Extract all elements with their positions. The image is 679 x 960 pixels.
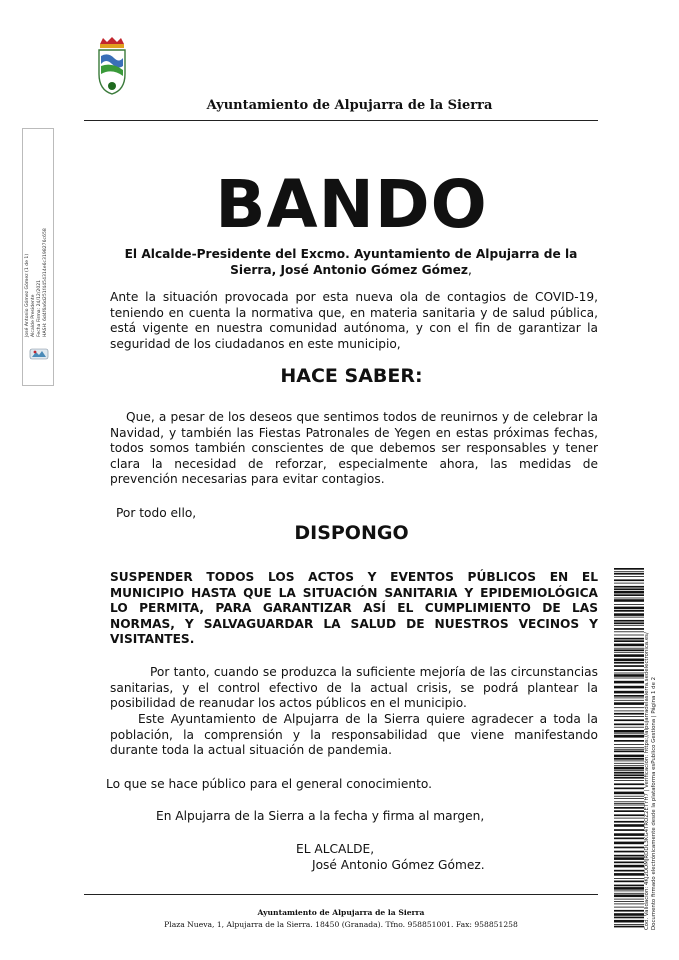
barcode-bar [614, 579, 644, 581]
barcode-bar [614, 702, 644, 705]
barcode-bar [614, 891, 644, 892]
barcode-bar [614, 772, 644, 774]
barcode-bar [614, 904, 644, 905]
barcode-bar [614, 733, 644, 734]
barcode-bar [614, 758, 644, 760]
signature-line: Fecha Firma: 24/12/2021 [37, 279, 42, 337]
barcode-bar [614, 751, 644, 753]
barcode-bar [614, 870, 644, 872]
barcode-bar [614, 613, 644, 616]
barcode-bar [614, 878, 644, 879]
barcode-bar [614, 803, 644, 804]
barcode-bar [614, 628, 644, 630]
footer-organization: Ayuntamiento de Alpujarra de la Sierra [257, 908, 425, 917]
barcode-bar [614, 617, 644, 618]
barcode-bar [614, 681, 644, 684]
barcode-bar [614, 885, 644, 887]
dispongo-heading: DISPONGO [294, 522, 409, 544]
barcode-bar [614, 917, 644, 919]
barcode-bar [614, 700, 644, 701]
barcode-bar [614, 740, 644, 742]
barcode-bar [614, 665, 644, 667]
barcode-bar [614, 873, 644, 876]
barcode-bar [614, 568, 644, 570]
hace-saber-heading: HACE SABER: [280, 365, 423, 387]
barcode-bar [614, 796, 644, 797]
signer-name: José Antonio Gómez Gómez. [312, 858, 485, 872]
barcode-bar [614, 895, 644, 898]
barcode-bar [614, 576, 644, 577]
barcode-bar [614, 792, 644, 795]
barcode-bar [614, 669, 644, 671]
que-paragraph: Que, a pesar de los deseos que sentimos todos de reunirnos y de celebrar la Navidad, y también las Fiestas Patronales de Yegen en estas próximas fechas, todos somos también conscientes de que debemos ser responsables y tener clara la necesidad de reforzar, especialmente ahora, las medidas de prevención necesarias para evitar contagios. [110, 410, 598, 486]
barcode-bar [614, 814, 644, 816]
barcode-bar [614, 730, 644, 733]
barcode-bar [614, 674, 644, 677]
barcode-bar [614, 842, 644, 845]
publication-statement: Lo que se hace público para el general conocimiento. [106, 777, 433, 791]
barcode-bar [614, 833, 644, 836]
barcode-bar [614, 659, 644, 662]
barcode-bar [614, 801, 644, 802]
barcode-bar [614, 810, 644, 812]
validation-text [644, 568, 674, 930]
por-tanto-paragraph: Por tanto, cuando se produzca la suficiente mejoría de las circunstancias sanitarias, y el control efectivo de la actual crisis, se podrá plantear la posibilidad de reanudar los actos públicos en el municipio. [110, 665, 598, 710]
barcode-bar [614, 724, 644, 726]
barcode-bar [614, 783, 644, 785]
intro-paragraph: Ante la situación provocada por esta nueva ola de contagios de COVID-19, teniendo en cuenta la normativa que, en materia sanitaria y de salud pública, está vigente en nuestra comunidad autónoma, y con el fin de garantizar la seguridad de los ciudadanos en este municipio, [110, 290, 598, 351]
subtitle-comma: , [468, 263, 472, 277]
por-todo-text: Por todo ello, [116, 506, 197, 520]
barcode-bar [614, 851, 644, 853]
barcode-bar [614, 774, 644, 776]
barcode-bar [614, 573, 644, 575]
barcode-bar [614, 798, 644, 799]
barcode-bar [614, 716, 644, 717]
barcode-bar [614, 910, 644, 912]
barcode-bar [614, 780, 644, 781]
barcode-bar [614, 727, 644, 728]
barcode-bar [614, 755, 644, 758]
barcode-bar [614, 571, 644, 572]
agradecimiento-paragraph: Este Ayuntamiento de Alpujarra de la Sierra quiere agradecer a toda la población, la comprensión y la responsabilidad que viene manifestando durante toda la actual situación de pandemia. [110, 712, 598, 757]
barcode-bar [614, 583, 644, 584]
validation-code-line: Cód. Validación: 4KJ2DDMJRDDL3KG4TROZ2ETYH7 | Verificación: https://alpujarradelasierra.sedelectronica.es/ [644, 632, 650, 930]
barcode-bar [614, 744, 644, 745]
barcode-bar [614, 821, 644, 823]
barcode-bar [614, 631, 644, 632]
barcode-bar [614, 829, 644, 831]
barcode-bar [614, 920, 644, 923]
decree-paragraph: SUSPENDER TODOS LOS ACTOS Y EVENTOS PÚBLICOS EN EL MUNICIPIO HASTA QUE LA SITUACIÓN SANITARIA Y EPIDEMIOLÓGICA LO PERMITA, PARA GARANTIZAR ASÍ EL CUMPLIMIENTO DE LAS NORMAS, Y SALVAGUARDAR LA SALUD DE NUESTROS VECINOS Y VISITANTES. [110, 570, 598, 646]
footer-address: Plaza Nueva, 1, Alpujarra de la Sierra. 18450 (Granada). Tfno. 958851001. Fax: 958851258 [164, 920, 518, 929]
barcode-bar [614, 644, 644, 647]
barcode-bar [614, 622, 644, 624]
barcode-bar [614, 711, 644, 712]
barcode-bar [614, 695, 644, 697]
document-title: BANDO [215, 166, 488, 243]
document-subtitle [104, 246, 598, 278]
barcode-bar [614, 625, 644, 626]
footer-divider [84, 894, 598, 895]
barcode-bar [614, 662, 644, 664]
barcode-bar [614, 649, 644, 651]
barcode-bar [614, 620, 644, 622]
barcode-bar [614, 887, 644, 890]
barcode-bar [614, 767, 644, 770]
barcode-bar [614, 761, 644, 762]
barcode-bar [614, 907, 644, 908]
barcode-bar [614, 673, 644, 674]
header-title: Ayuntamiento de Alpujarra de la Sierra [206, 98, 493, 113]
signature-line: José Antonio Gómez Gómez (1 de 1) [25, 253, 30, 337]
subtitle-text: El Alcalde-Presidente del Excmo. Ayuntamiento de Alpujarra de la Sierra, José Antonio Gómez Gómez [124, 247, 578, 277]
barcode-bar [614, 847, 644, 849]
barcode-bar [614, 652, 644, 653]
barcode-bar [614, 586, 644, 588]
barcode-bar [614, 838, 644, 840]
barcode-bar [614, 788, 644, 790]
barcode-bar [614, 770, 644, 771]
barcode-bar [614, 881, 644, 883]
signature-logo-icon [29, 347, 49, 361]
barcode-bar [614, 818, 644, 819]
barcode-bar [614, 698, 644, 699]
barcode-bar [614, 865, 644, 868]
barcode-bar [614, 610, 644, 612]
barcode-bar [614, 765, 644, 766]
barcode-bar [614, 777, 644, 779]
barcode-bar [614, 635, 644, 636]
barcode-bar [614, 713, 644, 715]
barcode-bar [614, 654, 644, 657]
municipal-crest-icon [94, 36, 130, 96]
barcode-bar [614, 719, 644, 721]
barcode-bar [614, 594, 644, 596]
barcode-bar [614, 924, 644, 925]
barcode-bar [614, 893, 644, 894]
signature-line: Alcalde Presidente [31, 294, 36, 337]
barcode-bar [614, 607, 644, 610]
barcode-bar [614, 913, 644, 916]
barcode-bar [614, 686, 644, 689]
barcode-bar [614, 899, 644, 900]
barcode-bar [614, 807, 644, 809]
barcode-bar [614, 678, 644, 679]
barcode-bar [614, 857, 644, 860]
date-place-statement: En Alpujarra de la Sierra a la fecha y firma al margen, [156, 809, 485, 823]
barcode-bar [614, 926, 644, 928]
validation-barcode-icon [614, 568, 644, 928]
barcode-bar [614, 638, 644, 640]
signer-title: EL ALCALDE, [296, 842, 375, 856]
barcode-bar [614, 901, 644, 902]
barcode-bar [614, 862, 644, 864]
barcode-bar [614, 707, 644, 708]
barcode-bar [614, 747, 644, 748]
signature-line: HASH: 6d4f6a6d251f4454314e6c3198276c658 [43, 228, 48, 337]
validation-platform-line: Documento firmado electrónicamente desde la plataforma esPublico Gestiona | Página 1 de 2 [651, 676, 657, 930]
barcode-bar [614, 599, 644, 602]
barcode-bar [614, 749, 644, 750]
barcode-bar [614, 640, 644, 642]
barcode-bar [614, 805, 644, 806]
barcode-bar [614, 588, 644, 590]
header-divider [84, 120, 598, 121]
barcode-bar [614, 691, 644, 694]
barcode-bar [614, 735, 644, 738]
barcode-bar [614, 763, 644, 764]
barcode-bar [614, 648, 644, 649]
barcode-bar [614, 824, 644, 827]
barcode-bar [614, 604, 644, 605]
barcode-bar [614, 598, 644, 599]
barcode-bar [614, 855, 644, 857]
barcode-bar [614, 591, 644, 594]
